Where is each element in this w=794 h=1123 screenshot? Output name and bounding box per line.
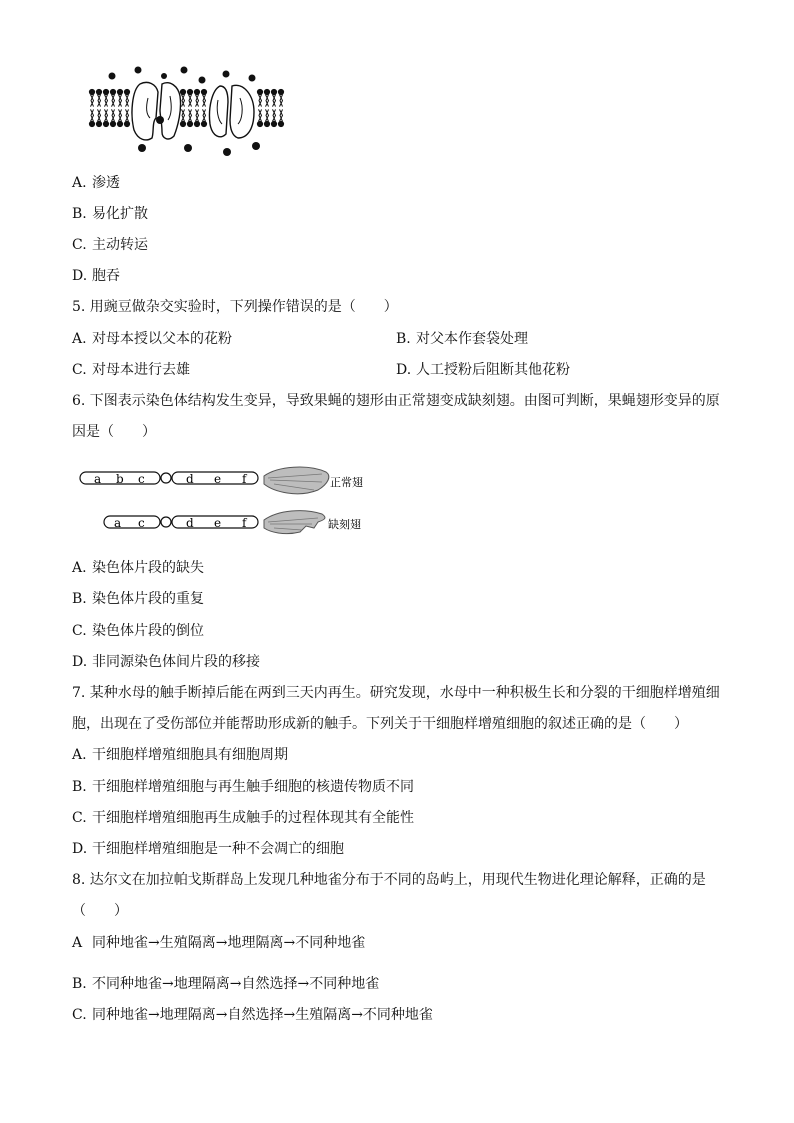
q8-option-b[interactable] — [72, 973, 379, 993]
lipid-head — [278, 121, 283, 126]
lipid-head — [110, 89, 115, 94]
q6-option-c[interactable] — [72, 620, 204, 640]
lipid-head — [110, 121, 115, 126]
lipid-head — [278, 89, 283, 94]
lipid-head — [271, 121, 276, 126]
lipid-head — [264, 89, 269, 94]
option-label: B. — [396, 331, 411, 347]
gene-label: e — [214, 472, 222, 486]
q7-option-b[interactable] — [72, 776, 414, 796]
normal-wing-label: 正常翅 — [330, 476, 363, 489]
chromosome-figure — [78, 462, 388, 544]
lipid-tail — [182, 95, 185, 107]
option-label: C. — [72, 810, 87, 826]
option-label: C. — [72, 623, 87, 639]
lipid-head — [257, 121, 262, 126]
option-text: 非同源染色体间片段的移接 — [92, 654, 260, 670]
lipid-tail — [112, 109, 115, 121]
option-text: 染色体片段的重复 — [92, 591, 204, 607]
q4-option-c[interactable] — [72, 234, 148, 254]
lipid-tail — [273, 109, 276, 121]
lipid-tail — [105, 95, 108, 107]
lipid-tail — [98, 95, 101, 107]
lipid-tail — [273, 95, 276, 107]
lipid-tail — [266, 95, 269, 107]
gene-label: f — [242, 472, 247, 486]
q6-option-b[interactable] — [72, 588, 204, 608]
option-text: 同种地雀→生殖隔离→地理隔离→不同种地雀 — [92, 935, 366, 951]
q5-stem: 5. 用豌豆做杂交实验时，下列操作错误的是（ ） — [72, 299, 398, 315]
gene-label: d — [186, 516, 194, 530]
option-label: B. — [72, 206, 87, 222]
lipid-tail — [91, 109, 94, 121]
option-label: B. — [72, 976, 87, 992]
lipid-head — [201, 121, 206, 126]
lipid-head — [194, 121, 199, 126]
lipid-head — [103, 121, 108, 126]
q6-option-a[interactable] — [72, 557, 204, 577]
option-text: 人工授粉后阻断其他花粉 — [416, 362, 570, 378]
option-text: 易化扩散 — [92, 206, 148, 222]
option-text: 染色体片段的倒位 — [92, 623, 204, 639]
lipid-head — [271, 89, 276, 94]
q5-option-d[interactable] — [396, 359, 570, 379]
lipid-head — [96, 121, 101, 126]
option-text: 对父本作套袋处理 — [416, 331, 528, 347]
lipid-head — [194, 89, 199, 94]
lipid-tail — [119, 109, 122, 121]
lipid-tail — [119, 95, 122, 107]
lipid-tail — [105, 109, 108, 121]
q4-option-b[interactable] — [72, 203, 148, 223]
option-text: 对母本进行去雄 — [92, 362, 190, 378]
q6-stem-line-1: 6. 下图表示染色体结构发生变异，导致果蝇的翅形由正常翅变成缺刻翅。由图可判断，果蝇翅形变异的原 — [72, 393, 720, 409]
q8-stem-line-1: 8. 达尔文在加拉帕戈斯群岛上发现几种地雀分布于不同的岛屿上，用现代生物进化理论解释，正确的是 — [72, 872, 706, 888]
lipid-head — [117, 89, 122, 94]
option-text: 干细胞样增殖细胞与再生触手细胞的核遗传物质不同 — [92, 779, 414, 795]
lipid-head — [180, 121, 185, 126]
gene-label: b — [116, 472, 124, 486]
lipid-head — [187, 121, 192, 126]
lipid-head — [89, 89, 94, 94]
gene-label: e — [214, 516, 222, 530]
option-label: C. — [72, 237, 87, 253]
option-text: 干细胞样增殖细胞具有细胞周期 — [92, 747, 288, 763]
lipid-tail — [91, 95, 94, 107]
lipid-tail — [196, 109, 199, 121]
q7-stem-line-2: 胞，出现在了受伤部位并能帮助形成新的触手。下列关于干细胞样增殖细胞的叙述正确的是（ ） — [72, 716, 688, 732]
option-label: A — [72, 935, 83, 951]
q8-option-c[interactable] — [72, 1004, 433, 1024]
option-label: B. — [72, 779, 87, 795]
gene-label: d — [186, 472, 194, 486]
q7-option-c[interactable] — [72, 807, 414, 827]
option-text: 主动转运 — [92, 237, 148, 253]
q7-option-a[interactable] — [72, 744, 288, 764]
membrane-transport-figure — [82, 62, 292, 160]
lipid-head — [96, 89, 101, 94]
option-text: 干细胞样增殖细胞再生成触手的过程体现其有全能性 — [92, 810, 414, 826]
option-label: C. — [72, 1007, 87, 1023]
gene-label: f — [242, 516, 247, 530]
lipid-head — [257, 89, 262, 94]
lipid-tail — [259, 95, 262, 107]
option-label: D. — [72, 268, 88, 284]
lipid-tail — [266, 109, 269, 121]
option-text: 胞吞 — [92, 268, 120, 284]
gene-label: c — [138, 516, 145, 530]
option-label: D. — [72, 841, 88, 857]
option-label: C. — [72, 362, 87, 378]
option-label: A. — [72, 747, 87, 763]
lipid-tail — [280, 95, 283, 107]
option-label: A. — [72, 331, 87, 347]
option-label: A. — [72, 175, 87, 191]
lipid-tail — [196, 95, 199, 107]
option-text: 对母本授以父本的花粉 — [92, 331, 232, 347]
lipid-head — [180, 89, 185, 94]
option-text: 不同种地雀→地理隔离→自然选择→不同种地雀 — [92, 976, 380, 992]
lipid-tail — [259, 109, 262, 121]
q8-option-a[interactable] — [72, 932, 365, 952]
q4-option-d[interactable] — [72, 265, 120, 285]
lipid-head — [103, 89, 108, 94]
lipid-tail — [182, 109, 185, 121]
q7-option-d[interactable] — [72, 838, 344, 858]
q6-option-d[interactable] — [72, 651, 260, 671]
lipid-head — [89, 121, 94, 126]
q4-option-a[interactable] — [72, 172, 120, 192]
option-label: D. — [396, 362, 412, 378]
q7-stem-line-1: 7. 某种水母的触手断掉后能在两到三天内再生。研究发现，水母中一种积极生长和分裂的干细胞样增殖细 — [72, 685, 720, 701]
lipid-head — [264, 121, 269, 126]
lipid-tail — [280, 109, 283, 121]
q5-option-c[interactable] — [72, 359, 190, 379]
option-text: 干细胞样增殖细胞是一种不会凋亡的细胞 — [92, 841, 344, 857]
q8-stem-line-2: （ ） — [72, 903, 128, 919]
notched-wing-label: 缺刻翅 — [328, 518, 361, 531]
lipid-head — [201, 89, 206, 94]
lipid-tail — [189, 95, 192, 107]
lipid-head — [124, 89, 129, 94]
lipid-tail — [112, 95, 115, 107]
q5-option-b[interactable] — [396, 328, 528, 348]
lipid-tail — [126, 109, 129, 121]
option-text: 渗透 — [92, 175, 120, 191]
lipid-tail — [98, 109, 101, 121]
q6-stem-line-2: 因是（ ） — [72, 424, 156, 440]
option-label: A. — [72, 560, 87, 576]
lipid-head — [124, 121, 129, 126]
lipid-tail — [203, 109, 206, 121]
q5-option-a[interactable] — [72, 328, 232, 348]
option-text: 染色体片段的缺失 — [92, 560, 204, 576]
option-text: 同种地雀→地理隔离→自然选择→生殖隔离→不同种地雀 — [92, 1007, 433, 1023]
gene-label: a — [114, 516, 122, 530]
option-label: D. — [72, 654, 88, 670]
lipid-head — [117, 121, 122, 126]
lipid-head — [187, 89, 192, 94]
lipid-tail — [203, 95, 206, 107]
gene-label: c — [138, 472, 145, 486]
gene-label: a — [94, 472, 102, 486]
lipid-tail — [126, 95, 129, 107]
option-label: B. — [72, 591, 87, 607]
lipid-tail — [189, 109, 192, 121]
